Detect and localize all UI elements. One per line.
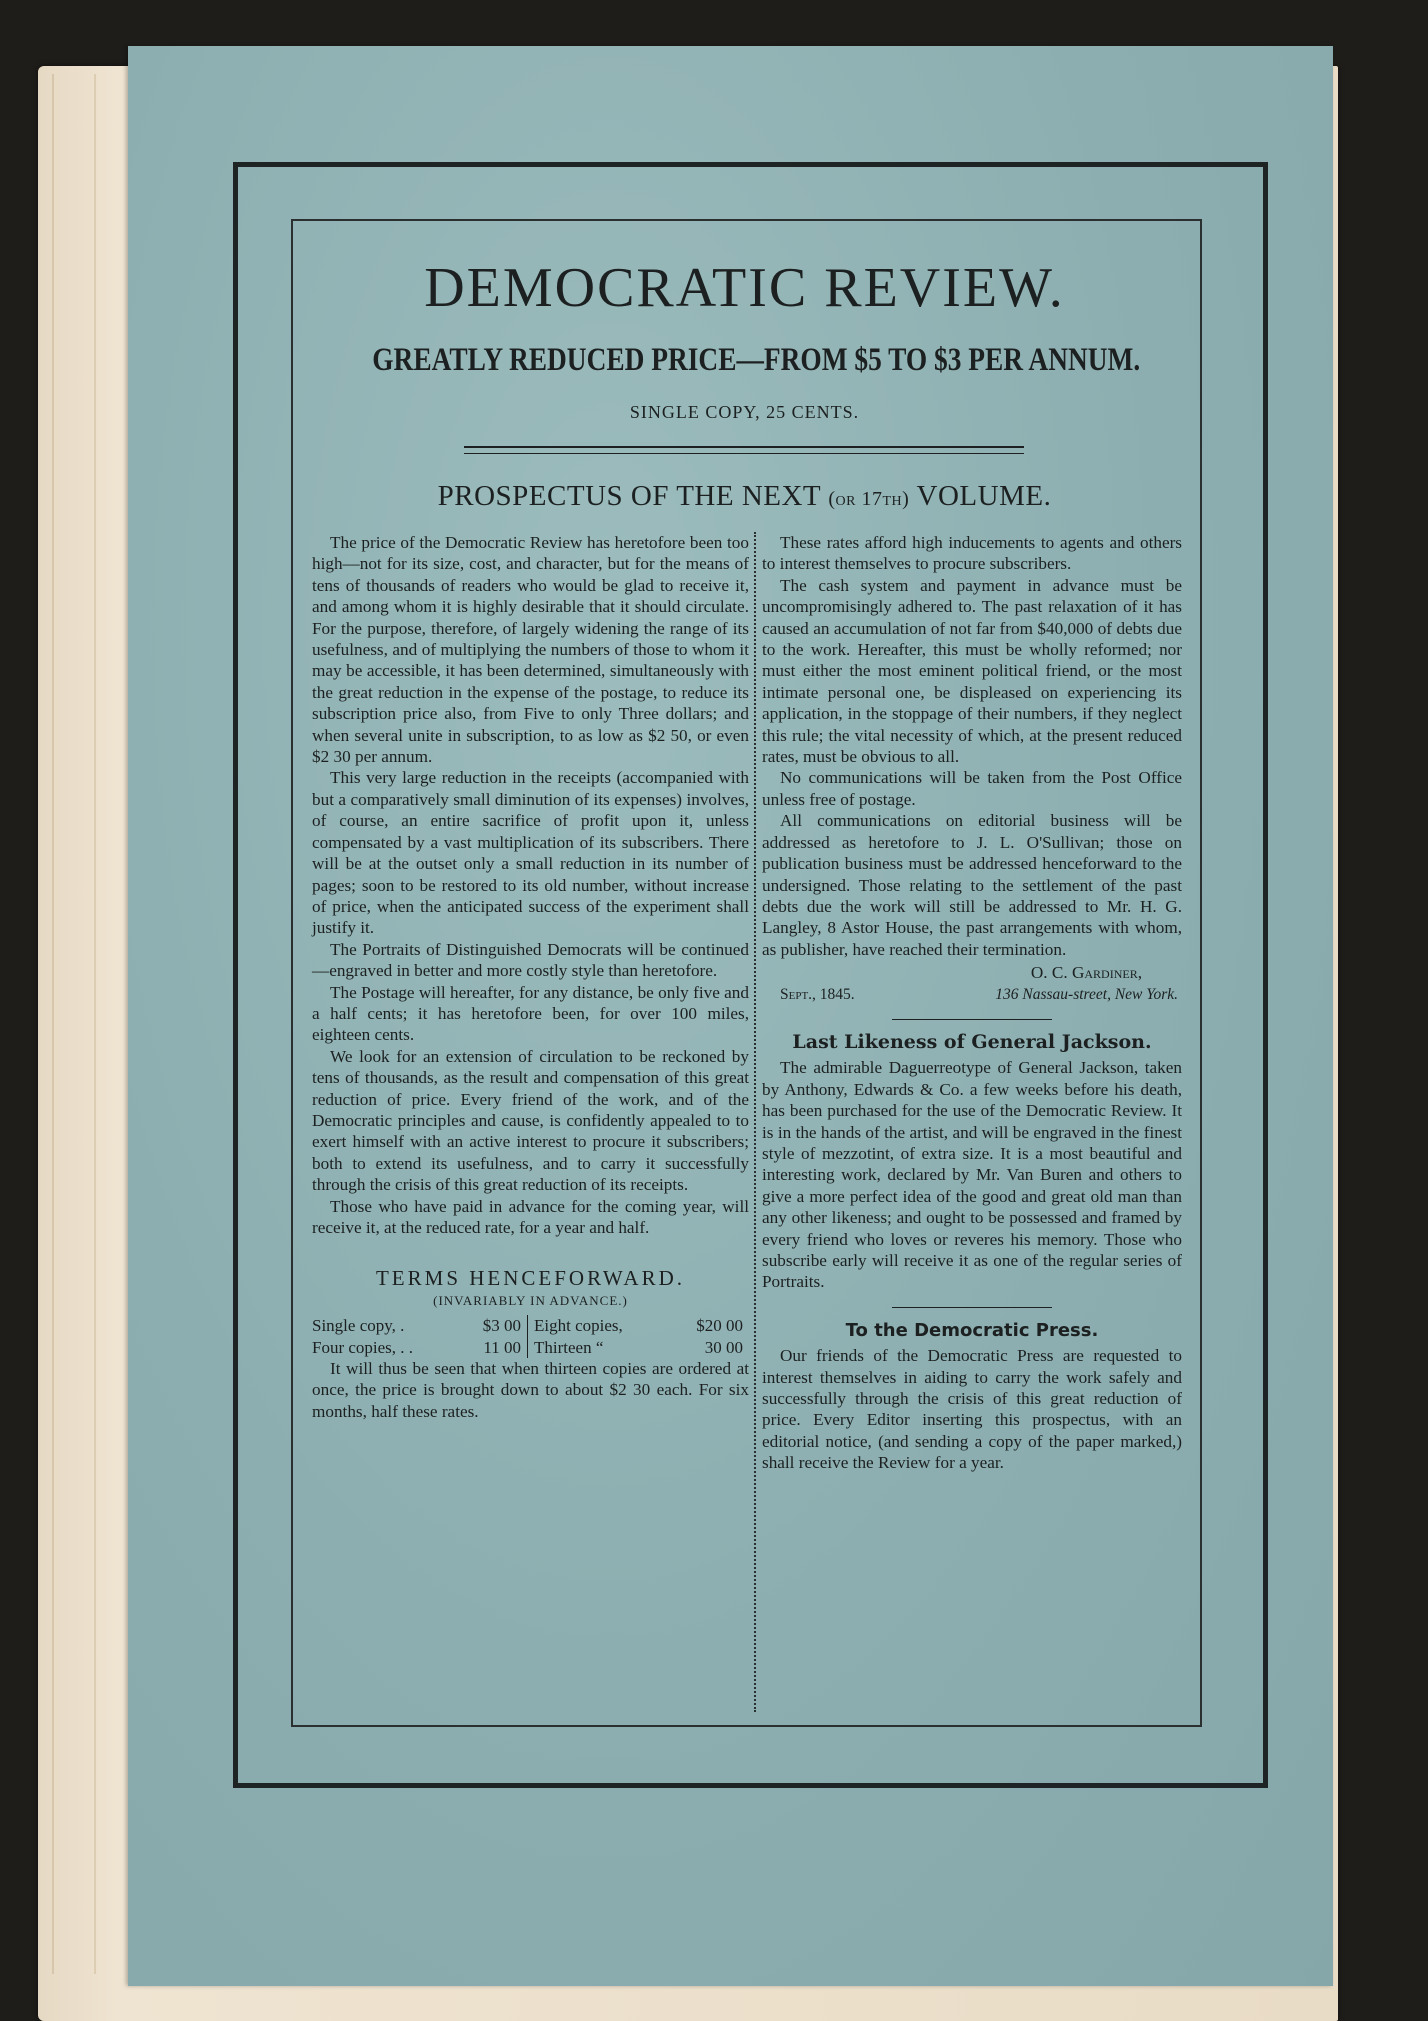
terms-heading: TERMS HENCEFORWARD. [375, 1266, 686, 1291]
page-title: DEMOCRATIC REVIEW. [424, 257, 1065, 319]
prospectus-heading: PROSPECTUS OF THE NEXT (or 17th) VOLUME. [437, 480, 1052, 512]
terms-row: Single copy, . $3 00 [312, 1316, 521, 1336]
jackson-headline: Last Likeness of General Jackson. [792, 1030, 1152, 1053]
press-headline: To the Democratic Press. [845, 1319, 1099, 1341]
section-separator [892, 1307, 1052, 1308]
terms-table [312, 1315, 749, 1358]
paragraph: The Portraits of Distinguished Democrats will be continued—engraved in better and more costly style than heretofore. [312, 939, 749, 981]
terms-row: Eight copies, $20 00 [534, 1316, 743, 1336]
terms-subheading: (INVARIABLY IN ADVANCE.) [433, 1292, 628, 1308]
paragraph: Those who have paid in advance for the coming year, will receive it, at the reduced rate, for a year and half. [312, 1196, 749, 1237]
price-subtitle: GREATLY REDUCED PRICE—FROM $5 TO $3 PER ANNUM. [372, 342, 1141, 378]
paragraph: This very large reduction in the receipts (accompanied with but a comparatively small diminution of its expenses) involves, of course, an entire sacrifice of profit upon it, unless compensated by a vast multiplication of its subscribers. There will be at the outset only a small reduction in its number of pages; soon to be restored to its old number, without increase of price, when the anticipated success of the experiment shall justify it. [312, 768, 749, 938]
advertisement-content [296, 224, 1193, 1718]
single-copy-price: SINGLE COPY, 25 CENTS. [629, 402, 860, 422]
column-divider [754, 532, 756, 1712]
section-separator [892, 1019, 1052, 1020]
press-body: Our friends of the Democratic Press are requested to interest themselves in aiding to carry the work safely and successfully through the crisis of this great reduction of price. Every Editor inserting this prospectus, with an editorial notice, (and sending a copy of the paper marked,) shall receive the Review for a year. [762, 1346, 1182, 1473]
terms-note: It will thus be seen that when thirteen copies are ordered at once, the price is brought down to about $2 30 each. For six months, half these rates. [312, 1359, 749, 1421]
signature-block [762, 962, 1182, 1005]
terms-row: Thirteen “ 30 00 [534, 1337, 743, 1357]
signature-name: O. C. Gardiner, [1030, 963, 1142, 983]
paragraph: No communications will be taken from the Post Office unless free of postage. [762, 768, 1182, 809]
signature-address: 136 Nassau-street, New York. [995, 985, 1178, 1003]
terms-right [527, 1315, 749, 1358]
paragraph: These rates afford high inducements to agents and others to interest themselves to procure subscribers. [762, 533, 1182, 574]
paragraph: The price of the Democratic Review has heretofore been too high—not for its size, cost, and character, but for the means of tens of thousands of readers who would be glad to receive it, and among whom it is highly desirable that it should circulate. For the purpose, therefore, of largely widening the range of its usefulness, and of multiplying the numbers of those to whom it may be accessible, it has been determined, simultaneously with the great reduction in the expense of the postage, to reduce its subscription price also, from Five to only Three dollars; and when several unite in subscription, to as low as $2 50, or even $2 30 per annum. [312, 533, 749, 767]
paragraph: The cash system and payment in advance must be uncompromisingly adhered to. The past relaxation of it has caused an accumulation of not far from $40,000 of debts due to the work. Hereafter, this must be wholly reformed; nor must either the most eminent political friend, or the most intimate personal one, be displeased on experiencing its application, in the stoppage of their numbers, if they neglect this rule; the vital necessity of which, at the present reduced rates, must be obvious to all. [762, 575, 1182, 767]
signature-row [762, 984, 1182, 1005]
paragraph: All communications on editorial business will be addressed as heretofore to J. L. O'Sullivan; those on publication business must be addressed henceforward to the undersigned. Those relating to the settlement of the past debts due the work will still be addressed to Mr. H. G. Langley, 8 Astor House, the past arrangements with whom, as publisher, have reached their termination. [762, 811, 1182, 959]
paragraph: The Postage will hereafter, for any distance, be only five and a half cents; it has heretofore been, for over 100 miles, eighteen cents. [312, 982, 749, 1045]
jackson-body: The admirable Daguerreotype of General Jackson, taken by Anthony, Edwards & Co. a few weeks before his death, has been purchased for the use of the Democratic Review. It is in the hands of the artist, and will be engraved in the finest style of mezzotint, of extra size. It is a most beautiful and interesting work, declared by Mr. Van Buren and others to give a more perfect idea of the good and great old man than any other likeness; and ought to be possessed and framed by every friend who loves or reveres his memory. Those who subscribe early will receive it as one of the regular series of Portraits. [762, 1058, 1182, 1292]
paragraph: We look for an extension of circulation to be reckoned by tens of thousands, as the result and compensation of this great reduction of price. Every friend of the work, and of the Democratic principles and cause, is confidently appealed to to exert himself with an active interest to procure it subscribers; both to extend its usefulness, and to carry it successfully through the crisis of this great reduction of its receipts. [312, 1046, 749, 1195]
terms-left [312, 1315, 527, 1358]
double-rule [464, 446, 1024, 454]
terms-row: Four copies, . . 11 00 [312, 1337, 521, 1357]
left-column [312, 532, 749, 1422]
signature-date: Sept., 1845. [780, 985, 855, 1003]
right-column [762, 532, 1182, 1474]
